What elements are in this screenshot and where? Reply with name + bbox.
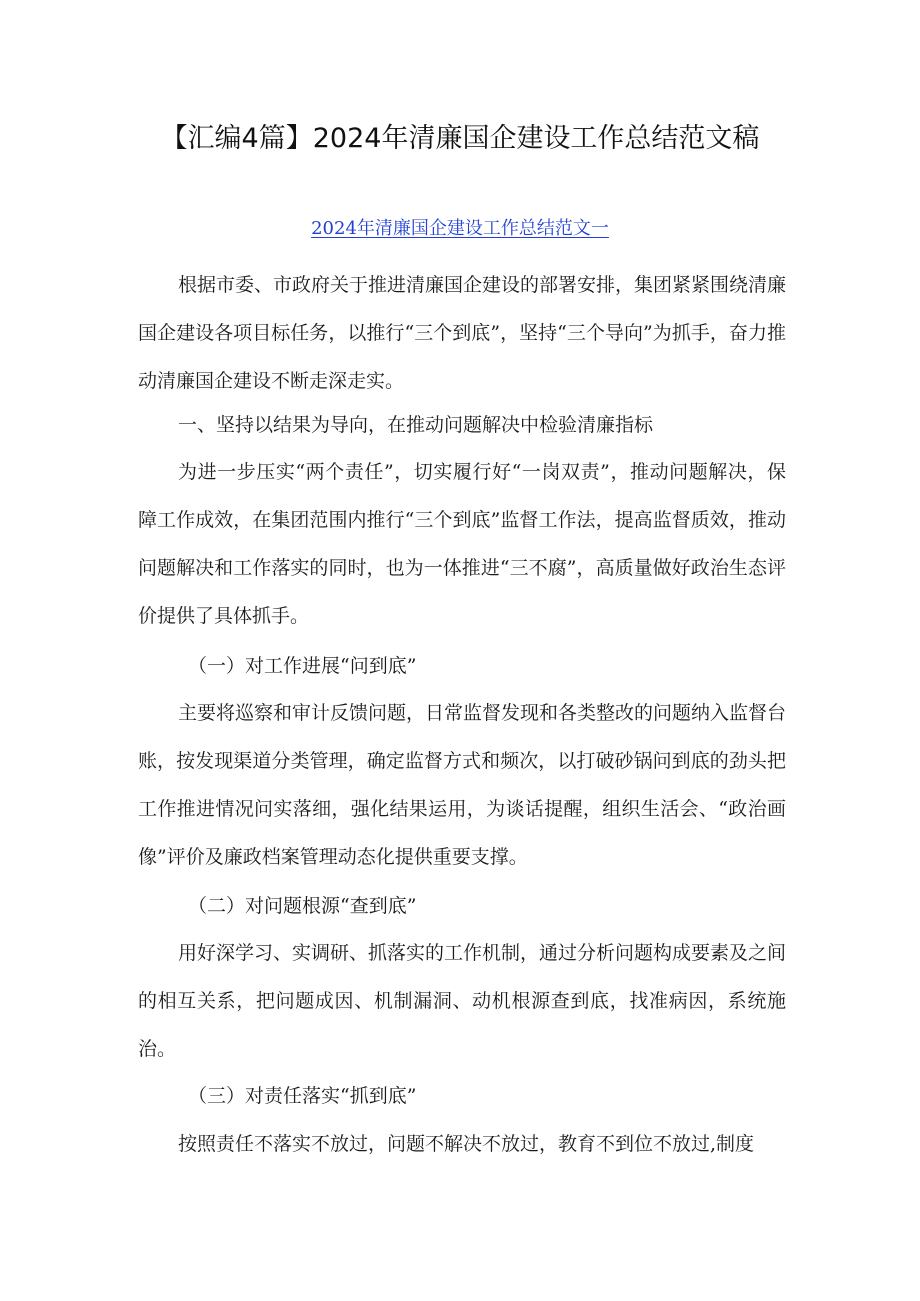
paragraph-section-1: 为进一步压实“两个责任”，切实履行好“一岗双责”，推动问题解决，保障工作成效，在集团范围内推行“三个到底”监督工作法，提高监督质效，推动问题解决和工作落实的同时，也为一体推进“三不腐”，高质量做好政治生态评价提供了具体抓手。 (138, 461, 786, 627)
paragraph-intro: 根据市委、市政府关于推进清廉国企建设的部署安排，集团紧紧围绕清廉国企建设各项目标任务，以推行“三个到底”，坚持“三个导向”为抓手，奋力推动清廉国企建设不断走深走实。 (138, 274, 787, 392)
section-heading-1: 一、坚持以结果为导向，在推动问题解决中检验清廉指标 (178, 414, 654, 436)
paragraph-subsection-2: 用好深学习、实调研、抓落实的工作机制，通过分析问题构成要素及之间的相互关系，把问题成因、机制漏洞、动机根源查到底，找准病因，系统施治。 (138, 942, 787, 1060)
subheading-2: （二）对问题根源“查到底” (188, 895, 417, 917)
subheading-1: （一）对工作进展“问到底” (188, 655, 417, 677)
subtitle-link[interactable]: 2024年清廉国企建设工作总结范文一 (311, 218, 609, 239)
paragraph-subsection-1: 主要将巡察和审计反馈问题，日常监督发现和各类整改的问题纳入监督台账，按发现渠道分类管理，确定监督方式和频次，以打破砂锅问到底的劲头把工作推进情况问实落细，强化结果运用，为谈话提醒，组织生活会、“政治画像”评价及廉政档案管理动态化提供重要支撑。 (138, 702, 787, 868)
subheading-3: （三）对责任落实“抓到底” (188, 1085, 417, 1107)
document-title: 【汇编4篇】2024年清廉国企建设工作总结范文稿 (160, 123, 760, 154)
paragraph-subsection-3: 按照责任不落实不放过，问题不解决不放过，教育不到位不放过,制度 (178, 1133, 755, 1155)
